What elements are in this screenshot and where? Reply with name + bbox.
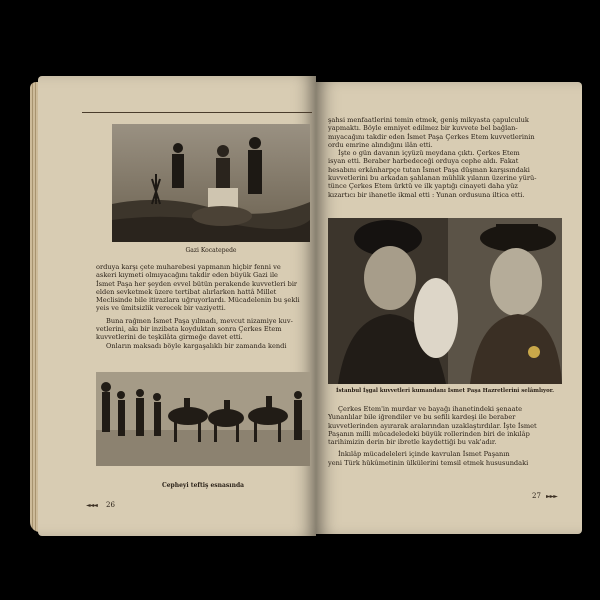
photo-istanbul-isgal — [328, 218, 562, 384]
text-line: kuvvetlerinden ayırarak aralarından uzaklaştırdılar. İşte İsmet — [328, 421, 537, 430]
photo-gazi-kocatepe — [112, 124, 310, 242]
text-line: askeri kıymeti olmıyacağını takdir eden büyük Gazi ile — [96, 271, 278, 280]
text-line: kuvvetlerini bu arkadan şahlanan mühlik yılanın üzerine yürü- — [328, 174, 537, 183]
text-line: orduya karşı çete muharebesi yapmanın hiçbir fenni ve — [96, 263, 281, 271]
left-page — [38, 76, 316, 536]
right-body-text-2 — [328, 405, 562, 467]
text-line: yeni Türk hükûmetinin ülkülerini temsil etmek hususundaki — [328, 458, 529, 467]
text-line: ordu emrine alındığını ilân etti. — [328, 140, 433, 149]
photo2-caption: Cepheyi teftiş esnasında — [161, 482, 245, 489]
photo-cephe-teftis — [96, 372, 310, 466]
text-line: isyan etti. Beraber harbedeceği orduya cephe aldı. Fakat — [328, 157, 519, 166]
text-line: İşte o gün davanın içyüzü meydana çıktı. Çerkes Etem — [338, 149, 520, 158]
text-line: şahsi menfaatlerini temin etmek, geniş mikyasta çapulculuk — [328, 116, 529, 124]
text-line: yeis ve ümitsizlik verecek bir vaziyetti. — [96, 304, 226, 313]
photo-istanbul-isgal-image — [328, 218, 562, 384]
text-line: Onların maksadı böyle kargaşalıklı bir zamanda kendi — [106, 341, 287, 350]
photo-cephe-teftis-image — [96, 372, 310, 466]
text-line: elden sevketmek üzere tertibat alırlarken hattâ Millet — [96, 287, 277, 296]
text-line: Buna rağmen İsmet Paşa yılmadı, mevcut nizamiye kuv- — [106, 316, 293, 325]
text-line: tünce Çerkes Etem ürktü ve ilk yaptığı cinayeti daha yüz — [328, 182, 518, 191]
right-body-text-1 — [328, 116, 562, 199]
text-line: kuvvetlerini de teşkilâta girmeğe davet etti. — [96, 333, 243, 342]
text-line: kızartıcı bir ihanetle ikmal etti : Yunan ordusuna iltica etti. — [328, 190, 525, 199]
open-book — [24, 72, 580, 542]
ornament-left: ◄◄◄ — [86, 502, 97, 509]
photo3-caption: İstanbul İşgal kuvvetleri kumandanı İsmet Paşa Hazretlerini selâmlıyor. — [335, 388, 554, 394]
text-line: yapmaktı. Böyle emniyet edilmez bir kuvvete bel bağlan- — [328, 124, 518, 133]
page-number-right: 27 — [532, 492, 541, 500]
text-line: hesabını erkânharpçe tutan İsmet Paşa düşman karşısındaki — [328, 165, 530, 174]
text-line: Çerkes Etem'in murdar ve bayağı ihanetindeki şenaate — [338, 405, 523, 413]
text-line: mıyacağını takdir eden İsmet Paşa Çerkes Etem kuvvetlerinin — [328, 132, 535, 141]
photo1-caption: Gazi Kocatepede — [185, 247, 237, 254]
text-line: İnkılâp mücadeleleri içinde kavrulan İsmet Paşanın — [338, 450, 510, 459]
right-page — [316, 82, 582, 534]
text-line: İsmet Paşa her şeyden evvel bütün perakende kuvvetleri bir — [96, 279, 298, 288]
ornament-right: ►►► — [546, 493, 557, 500]
left-body-text-1 — [96, 263, 310, 350]
text-line: tarihimizin derin bir ibretle kaydettiği bu vak'adır. — [328, 438, 497, 447]
photo-gazi-kocatepe-image — [112, 124, 310, 242]
text-line: Paşanın milli mücadeledeki büyük rollerinden biri de inkılâp — [328, 429, 530, 438]
text-line: Yunanlılar bile iğrendiler ve bu sefili kardeşi ile beraber — [328, 413, 516, 422]
header-rule — [82, 112, 312, 113]
page-number-left: 26 — [106, 501, 115, 509]
text-line: vetlerini, akı bir inzibata koyduktan sonra Çerkes Etem — [96, 325, 282, 334]
text-line: Meclisinde bile itirazlara uğruyorlardı. Mücadelenin bu şekli — [96, 296, 300, 305]
